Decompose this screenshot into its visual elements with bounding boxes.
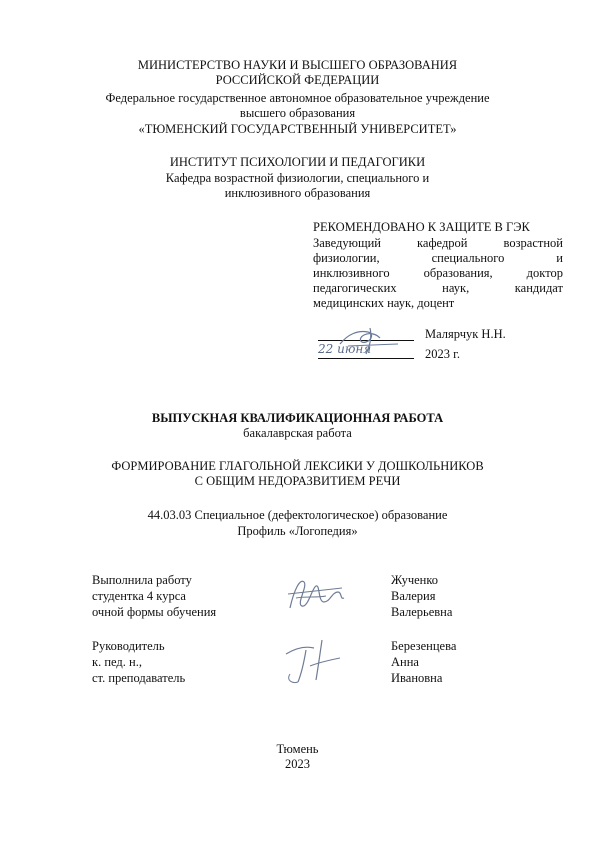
work-title-line2: С ОБЩИМ НЕДОРАЗВИТИЕМ РЕЧИ [194, 474, 401, 488]
department-line1: Кафедра возрастной физиологии, специального и [165, 171, 430, 185]
supervisor-signature-image [276, 632, 356, 690]
supervisor-name-line: Березенцева [391, 639, 457, 653]
author-signature-image [282, 568, 352, 620]
profile: Профиль «Логопедия» [237, 524, 358, 538]
department-line2: инклюзивного образования [224, 186, 371, 200]
supervisor-role-line: Руководитель [92, 639, 165, 653]
supervisor-name-line: Ивановна [391, 671, 443, 685]
footer-year: 2023 [285, 757, 310, 771]
institution-line2: высшего образования [239, 106, 356, 120]
supervisor-role-line: к. пед. н., [92, 655, 142, 669]
specialty: 44.03.03 Специальное (дефектологическое) образование [147, 508, 448, 522]
ministry-line2: РОССИЙСКОЙ ФЕДЕРАЦИИ [215, 73, 380, 87]
approval-line: медицинских наук, доцент [313, 296, 455, 310]
approval-line: Заведующий кафедрой возрастной [313, 236, 563, 250]
approval-heading: РЕКОМЕНДОВАНО К ЗАЩИТЕ В ГЭК [313, 220, 530, 234]
approval-line: физиологии, специального и [313, 251, 563, 265]
work-subtype: бакалаврская работа [243, 426, 352, 440]
approval-year: 2023 г. [425, 347, 460, 361]
author-role-line: очной формы обучения [92, 605, 217, 619]
supervisor-role-line: ст. преподаватель [92, 671, 186, 685]
author-role-line: Выполнила работу [92, 573, 192, 587]
work-type: ВЫПУСКНАЯ КВАЛИФИКАЦИОННАЯ РАБОТА [151, 411, 444, 425]
signatory-name: Малярчук Н.Н. [425, 327, 506, 341]
approval-block [313, 220, 563, 311]
institution-line1: Федеральное государственное автономное образовательное учреждение [105, 91, 490, 105]
work-title-line1: ФОРМИРОВАНИЕ ГЛАГОЛЬНОЙ ЛЕКСИКИ У ДОШКОЛЬНИКОВ [111, 459, 484, 473]
handwritten-date: 22 июня [318, 342, 372, 356]
supervisor-name [391, 639, 456, 687]
footer-city: Тюмень [276, 742, 319, 756]
supervisor-role [92, 639, 185, 687]
approval-line: педагогических наук, кандидат [313, 281, 563, 295]
ministry-line1: МИНИСТЕРСТВО НАУКИ И ВЫСШЕГО ОБРАЗОВАНИЯ [137, 58, 458, 72]
author-role [92, 573, 216, 621]
institute-name: ИНСТИТУТ ПСИХОЛОГИИ И ПЕДАГОГИКИ [169, 155, 426, 169]
supervisor-name-line: Анна [391, 655, 419, 669]
author-name-line: Валерия [391, 589, 436, 603]
author-name [391, 573, 452, 621]
author-role-line: студентка 4 курса [92, 589, 186, 603]
author-name-line: Жученко [391, 573, 439, 587]
approval-line: инклюзивного образования, доктор [313, 266, 563, 280]
university-name: «ТЮМЕНСКИЙ ГОСУДАРСТВЕННЫЙ УНИВЕРСИТЕТ» [138, 122, 457, 136]
author-name-line: Валерьевна [391, 605, 453, 619]
